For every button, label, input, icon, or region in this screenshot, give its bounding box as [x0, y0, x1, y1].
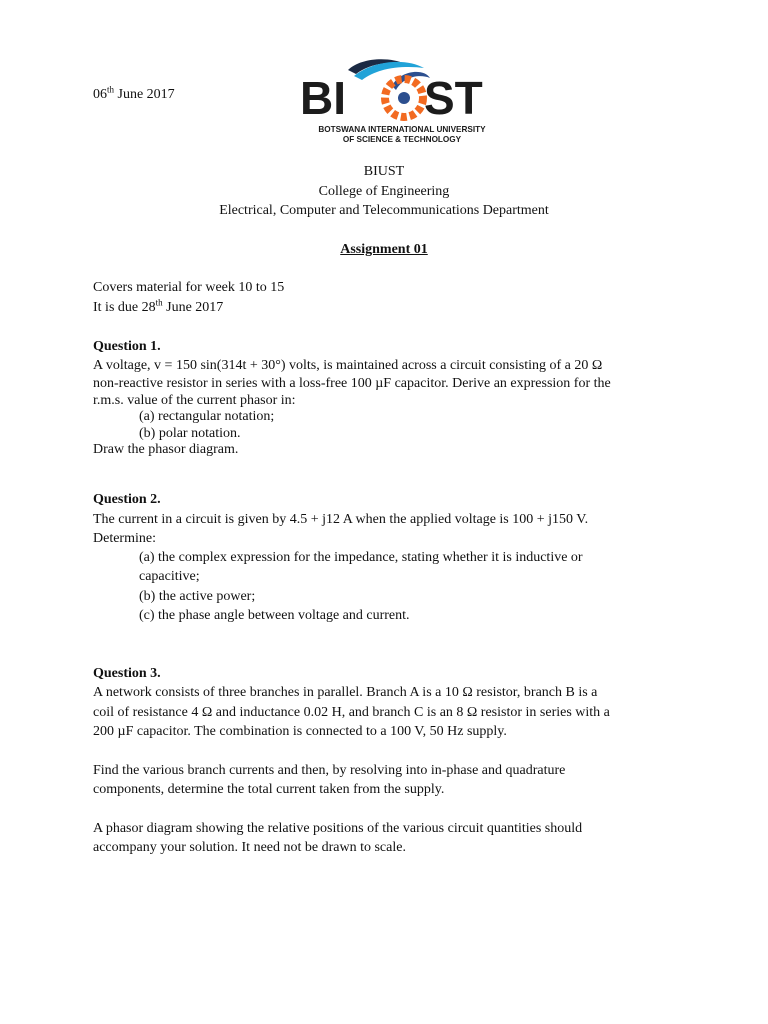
question-2-item: capacitive; [139, 569, 200, 584]
date-rest: June 2017 [114, 87, 175, 102]
question-1-closing: Draw the phasor diagram. [93, 442, 239, 457]
question-3-line: coil of resistance 4 Ω and inductance 0.02 H, and branch C is an 8 Ω resistor in series with a [93, 705, 610, 720]
logo-letters-st: ST [424, 72, 483, 124]
question-3-line: A phasor diagram showing the relative positions of the various circuit quantities should [93, 821, 583, 836]
question-2-title: Question 2. [93, 492, 161, 507]
question-3-line: accompany your solution. It need not be drawn to scale. [93, 840, 406, 855]
covers-text: Covers material for week 10 to 15 [93, 280, 285, 295]
question-1-item: (a) rectangular notation; [139, 409, 275, 424]
biust-logo [296, 56, 508, 150]
question-1-title: Question 1. [93, 339, 161, 354]
due-rest: June 2017 [162, 300, 224, 315]
date-day: 06 [93, 87, 107, 102]
assignment-title [0, 242, 768, 258]
due-prefix: It is due 28 [93, 300, 156, 315]
question-3-line: A network consists of three branches in parallel. Branch A is a 10 Ω resistor, branch B is a [93, 685, 598, 700]
question-2-item: (c) the phase angle between voltage and current. [139, 608, 410, 623]
due-date [93, 297, 224, 316]
question-1-line: non-reactive resistor in series with a loss-free 100 µF capacitor. Derive an expression for the [93, 376, 611, 391]
question-2-item: (a) the complex expression for the impedance, stating whether it is inductive or [139, 550, 583, 565]
assignment-title-text: Assignment 01 [340, 242, 428, 257]
question-1-item: (b) polar notation. [139, 426, 241, 441]
department-name: Electrical, Computer and Telecommunications Department [219, 203, 549, 218]
question-1-line: A voltage, v = 150 sin(314t + 30°) volts, is maintained across a circuit consisting of a 20 Ω [93, 358, 603, 373]
date-suffix: th [107, 84, 115, 95]
question-2-line: Determine: [93, 531, 156, 546]
question-3-line: components, determine the total current taken from the supply. [93, 782, 445, 797]
due-suffix: th [155, 297, 163, 308]
logo-letters-bi: BI [300, 72, 346, 124]
document-date [93, 84, 175, 103]
logo-subtitle-2: OF SCIENCE & TECHNOLOGY [342, 135, 462, 144]
question-3-line: Find the various branch currents and then, by resolving into in-phase and quadrature [93, 763, 566, 778]
question-3-line: 200 µF capacitor. The combination is connected to a 100 V, 50 Hz supply. [93, 724, 507, 739]
question-2-item: (b) the active power; [139, 589, 256, 604]
logo-gear-icon [385, 79, 423, 117]
logo-subtitle-1: BOTSWANA INTERNATIONAL UNIVERSITY [318, 125, 486, 134]
question-2-line: The current in a circuit is given by 4.5 + j12 A when the applied voltage is 100 + j150 V. [93, 512, 589, 527]
college-name: College of Engineering [318, 184, 450, 199]
question-1-line: r.m.s. value of the current phasor in: [93, 393, 296, 408]
institution-name: BIUST [363, 164, 405, 179]
question-3-title: Question 3. [93, 666, 161, 681]
